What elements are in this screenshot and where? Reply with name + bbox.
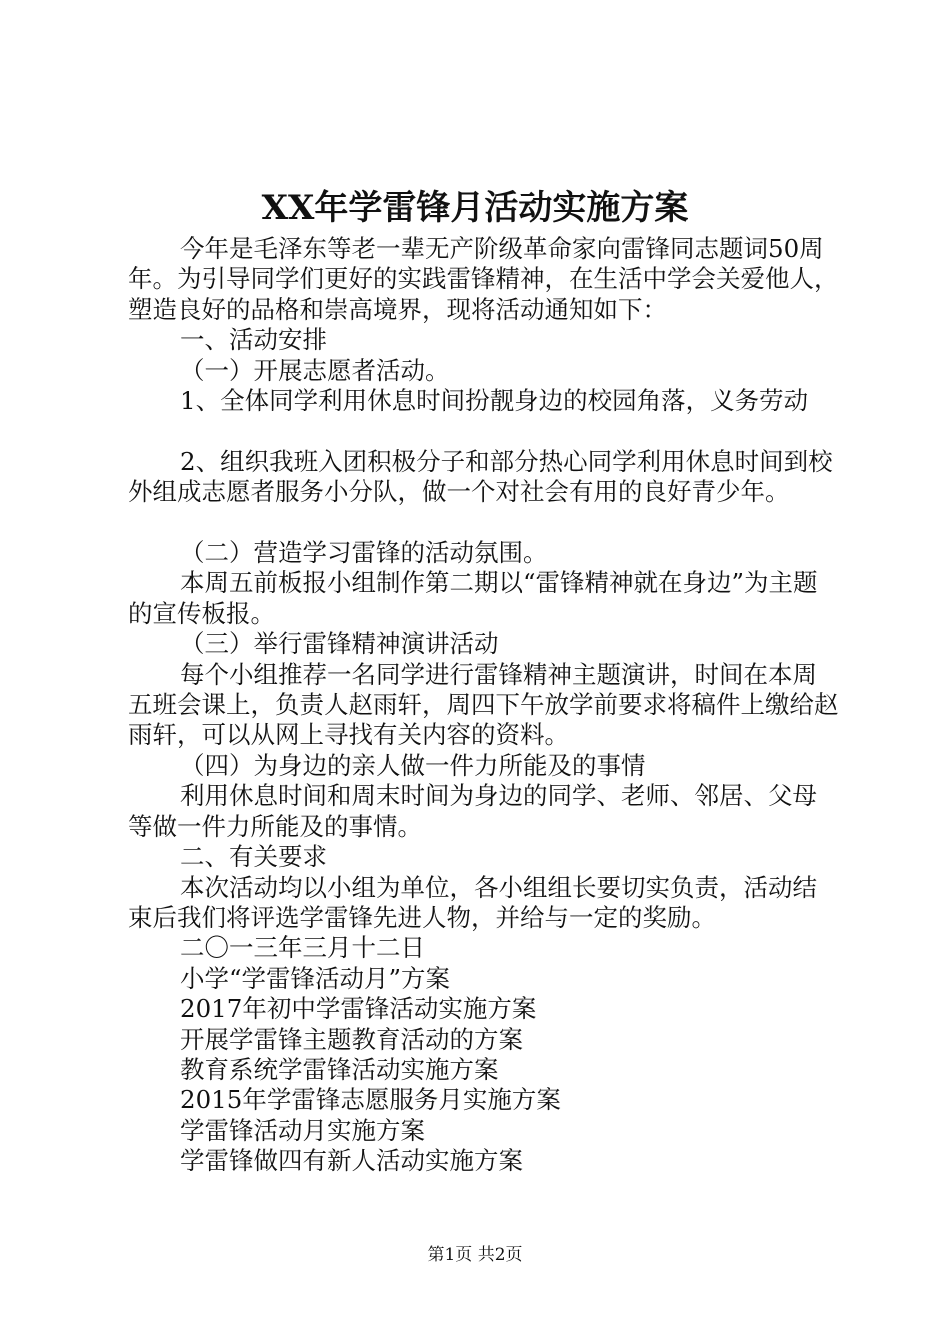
subheading-2: （二）营造学习雷锋的活动氛围。 (180, 538, 548, 568)
related-link[interactable]: 开展学雷锋主题教育活动的方案 (180, 1024, 523, 1054)
page-footer: 第1页 共2页 (427, 1245, 523, 1265)
section-heading-2: 二、有关要求 (180, 842, 327, 872)
list-item-2: 2、组织我班入团积极分子和部分热心同学利用休息时间到校外组成志愿者服务小分队，做一个对社会有用的良好青少年。 (128, 446, 833, 507)
list-item-1: 1、全体同学利用休息时间扮靓身边的校园角落，义务劳动 (180, 386, 809, 416)
subheading-4: （四）为身边的亲人做一件力所能及的事情 (180, 750, 646, 780)
related-link[interactable]: 学雷锋活动月实施方案 (180, 1115, 425, 1145)
intro-paragraph: 今年是毛泽东等老一辈无产阶级革命家向雷锋同志题词50周年。为引导同学们更好的实践雷锋精神，在生活中学会关爱他人，塑造良好的品格和崇高境界，现将活动通知如下： (128, 234, 839, 324)
related-link[interactable]: 2015年学雷锋志愿服务月实施方案 (180, 1085, 561, 1115)
section-heading-1: 一、活动安排 (180, 325, 327, 355)
paragraph-2: 本周五前板报小组制作第二期以“雷锋精神就在身边”为主题的宣传板报。 (128, 568, 818, 628)
blank-line (128, 416, 840, 446)
related-link[interactable]: 教育系统学雷锋活动实施方案 (180, 1054, 499, 1084)
paragraph-4: 利用休息时间和周末时间为身边的同学、老师、邻居、父母等做一件力所能及的事情。 (128, 781, 817, 841)
paragraph-3: 每个小组推荐一名同学进行雷锋精神主题演讲，时间在本周五班会课上，负责人赵雨轩，周四下午放学前要求将稿件上缴给赵雨轩，可以从网上寻找有关内容的资料。 (128, 659, 839, 750)
related-link[interactable]: 2017年初中学雷锋活动实施方案 (180, 994, 537, 1024)
blank-line (128, 508, 840, 538)
document-body (128, 234, 840, 1177)
document-date: 二〇一三年三月十二日 (180, 933, 425, 963)
document-title: XX年学雷锋月活动实施方案 (261, 188, 689, 228)
subheading-1: （一）开展志愿者活动。 (180, 355, 450, 385)
related-link[interactable]: 学雷锋做四有新人活动实施方案 (180, 1146, 523, 1176)
subheading-3: （三）举行雷锋精神演讲活动 (180, 629, 499, 659)
paragraph-5: 本次活动均以小组为单位，各小组组长要切实负责，活动结束后我们将评选学雷锋先进人物，并给与一定的奖励。 (128, 872, 817, 932)
related-link[interactable]: 小学“学雷锋活动月”方案 (180, 963, 451, 993)
